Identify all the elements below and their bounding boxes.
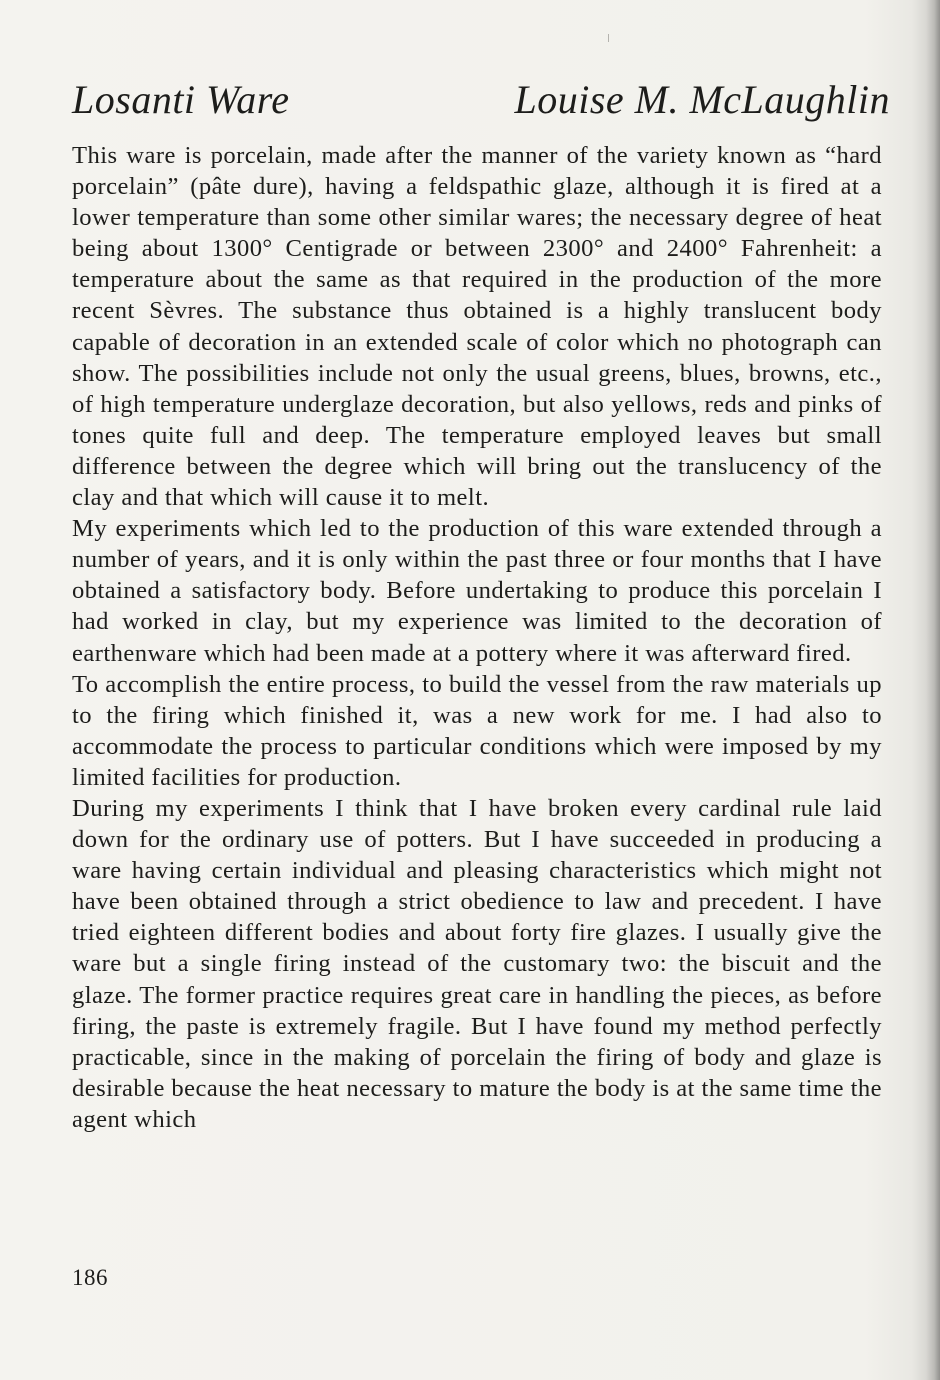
paragraph-1: This ware is porcelain, made after the manner of the variety known as “hard porcelain” (pâte dure), having a feldspathic glaze, although it is fired at a lower temperature than some other similar wares; the necessary degree of heat being about 1300° Centigrade or between 2300° and 2400° Fahrenheit: a temperature about the same as that required in the production of the more recent Sèvres. The substance thus obtained is a highly translucent body capable of decoration in an extended scale of color which no photograph can show. The possibilities include not only the usual greens, blues, browns, etc., of high temperature underglaze decoration, but also yellows, reds and pinks of tones quite full and deep. The temperature employed leaves but small difference between the degree which will bring out the translucency of the clay and that which will cause it to melt. bbox=[72, 142, 882, 512]
page-edge-shadow bbox=[926, 0, 940, 1380]
article-author: Louise M. McLaughlin bbox=[514, 77, 890, 122]
body-text bbox=[72, 140, 882, 1135]
paragraph-4: During my experiments I think that I have broken every cardinal rule laid down for the ordinary use of potters. But I have succeeded in producing a ware having certain individual and pleasing characteristics which might not have been obtained through a strict obedience to law and precedent. I have tried eighteen different bodies and about forty fire glazes. I usually give the ware but a single firing instead of the customary two: the biscuit and the glaze. The former practice requires great care in handling the pieces, as before firing, the paste is extremely fragile. But I have found my method perfectly practicable, since in the making of porcelain the firing of body and glaze is desirable because the heat necessary to mature the body is at the same time the agent which bbox=[72, 794, 882, 1133]
page-number: 186 bbox=[72, 1265, 108, 1290]
paragraph-3: To accomplish the entire process, to build the vessel from the raw materials up to the firing which finished it, was a new work for me. I had also to accommodate the process to particular conditions which were imposed by my limited facilities for production. bbox=[72, 670, 882, 791]
article-title: Losanti Ware bbox=[72, 77, 290, 122]
running-header bbox=[72, 72, 890, 128]
paper-speck bbox=[608, 34, 609, 42]
paragraph-2: My experiments which led to the production of this ware extended through a number of years, and it is only within the past three or four months that I have obtained a satisfactory body. Before undertaking to produce this porcelain I had worked in clay, but my experience was limited to the decoration of earthenware which had been made at a pottery where it was afterward fired. bbox=[72, 515, 882, 667]
